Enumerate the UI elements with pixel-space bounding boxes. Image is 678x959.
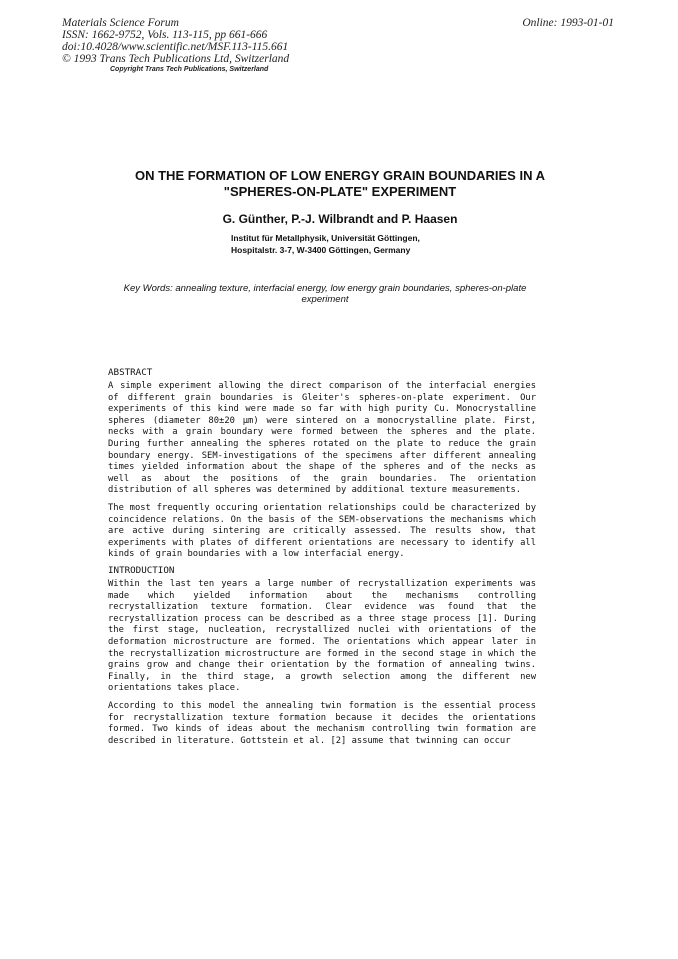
copyright-stamp: Copyright Trans Tech Publications, Switzerland <box>110 66 269 73</box>
affiliation-line-1: Institut für Metallphysik, Universität Göttingen, <box>231 233 420 243</box>
authors: G. Günther, P.-J. Wilbrandt and P. Haasen <box>222 212 458 226</box>
online-date: Online: 1993-01-01 <box>522 17 614 29</box>
journal-name: Materials Science Forum <box>62 17 179 29</box>
title-line-2: "SPHERES-ON-PLATE" EXPERIMENT <box>223 184 457 199</box>
keywords: Key Words: annealing texture, interfacial energy, low energy grain boundaries, spheres-on-plate experiment <box>123 283 527 305</box>
doi-line[interactable]: doi:10.4028/www.scientific.net/MSF.113-115.661 <box>62 41 289 53</box>
copyright-line: © 1993 Trans Tech Publications Ltd, Switzerland <box>62 53 290 65</box>
introduction-body <box>108 579 536 753</box>
paper-title <box>80 168 600 200</box>
introduction-paragraph-1: Within the last ten years a large number of recrystallization experiments was made which yielded information about the mechanisms controlling recrystallization texture formation. Clear evidence was found that the recrystallization process can be described as a three stage process [1]. During the first stage, nucleation, recrystallized nuclei with orientations of the deformation microstructure are formed. The orientations which appear later in the recrystallization microstructure are formed in the second stage in which the grains grow and change their orientation by the formation of annealing twins. Finally, in the third stage, a growth selection among the different new orientations takes place. <box>108 579 536 694</box>
title-line-1: ON THE FORMATION OF LOW ENERGY GRAIN BOUNDARIES IN A <box>135 168 545 183</box>
issn-line: ISSN: 1662-9752, Vols. 113-115, pp 661-666 <box>62 29 268 41</box>
affiliation-line-2: Hospitalstr. 3-7, W-3400 Göttingen, Germany <box>231 245 411 255</box>
abstract-paragraph-2: The most frequently occuring orientation relationships could be characterized by coincidence relations. On the basis of the SEM-observations the mechanisms which are active during sintering are critically assessed. The results show, that experiments with plates of different orientations are necessary to identify all kinds of grain boundaries with a low interfacial energy. <box>108 502 536 560</box>
introduction-heading: INTRODUCTION <box>108 565 175 576</box>
introduction-paragraph-2: According to this model the annealing twin formation is the essential process for recrystallization texture formation because it decides the orientations formed. Two kinds of ideas about the mechanism controlling twin formation are described in literature. Gottstein et al. [2] assume that twinning can occur <box>108 700 536 746</box>
abstract-paragraph-1: A simple experiment allowing the direct comparison of the interfacial energies of different grain boundaries is Gleiter's spheres-on-plate experiment. Our experiments of this kind were made so far with high purity Cu. Monocrystalline spheres (diameter 80±20 µm) were sintered on a monocrystalline plate. First, necks with a grain boundary were formed between the spheres and the plate. During further annealing the spheres rotated on the plate to reduce the grain boundary energy. SEM-investigations of the specimens after different annealing times yielded information about the shape of the spheres and of the necks as well as about the positions of the grain boundaries. The orientation distribution of all spheres was determined by additional texture measurements. <box>108 381 536 496</box>
abstract-body <box>108 381 536 567</box>
abstract-heading: ABSTRACT <box>108 367 153 378</box>
header-block <box>62 17 289 65</box>
affiliation <box>231 232 420 256</box>
